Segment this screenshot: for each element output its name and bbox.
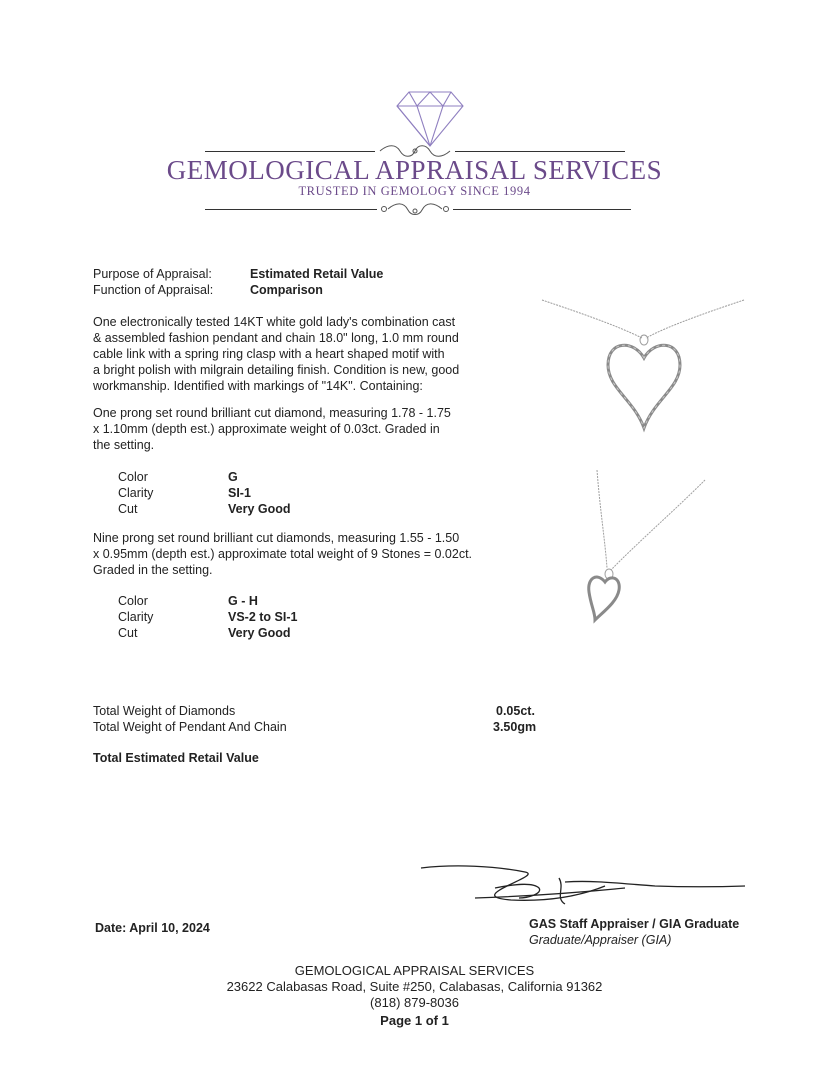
stone1-clarity-label: Clarity	[118, 486, 154, 500]
stone1-cut-label: Cut	[118, 502, 138, 516]
diamond-logo-icon	[395, 88, 465, 150]
description-line: workmanship. Identified with markings of "14K". Containing:	[93, 379, 423, 393]
total-retail-label: Total Estimated Retail Value	[93, 751, 259, 765]
company-tagline: TRUSTED IN GEMOLOGY SINCE 1994	[298, 184, 531, 198]
footer-phone: (818) 879-8036	[370, 995, 459, 1010]
stone1-line: One prong set round brilliant cut diamond, measuring 1.78 - 1.75	[93, 406, 451, 420]
appraisal-date: Date: April 10, 2024	[95, 921, 210, 935]
stone1-line: x 1.10mm (depth est.) approximate weight of 0.03ct. Graded in	[93, 422, 440, 436]
appraiser-subtitle: Graduate/Appraiser (GIA)	[529, 933, 672, 947]
stone2-description	[93, 530, 513, 578]
header-top-rule	[455, 151, 625, 152]
purpose-value: Estimated Retail Value	[250, 267, 384, 281]
handwritten-signature	[415, 858, 750, 908]
appraiser-title: GAS Staff Appraiser / GIA Graduate	[529, 917, 740, 931]
page-number: Page 1 of 1	[380, 1013, 449, 1028]
stone1-description	[93, 405, 498, 453]
stone2-color-label: Color	[118, 594, 148, 608]
stone2-clarity-value: VS-2 to SI-1	[228, 610, 298, 624]
total-diamonds-label: Total Weight of Diamonds	[93, 704, 236, 718]
description-line: & assembled fashion pendant and chain 18.0" long, 1.0 mm round	[93, 331, 459, 345]
stone1-clarity-value: SI-1	[228, 486, 251, 500]
stone2-clarity-label: Clarity	[118, 610, 154, 624]
stone1-line: the setting.	[93, 438, 155, 452]
purpose-label: Purpose of Appraisal:	[93, 267, 212, 281]
description-line: cable link with a spring ring clasp with a heart shaped motif with	[93, 347, 445, 361]
header-top-rule	[205, 151, 375, 152]
description-line: a bright polish with milgrain detailing finish. Condition is new, good	[93, 363, 460, 377]
pendant-front-photo	[538, 290, 748, 440]
footer-company: GEMOLOGICAL APPRAISAL SERVICES	[294, 963, 535, 978]
stone2-line: Graded in the setting.	[93, 563, 213, 577]
function-value: Comparison	[250, 283, 323, 297]
stone2-color-value: G - H	[228, 594, 258, 608]
stone1-color-value: G	[228, 470, 238, 484]
header-bottom-rule	[205, 209, 377, 210]
company-name: GEMOLOGICAL APPRAISAL SERVICES	[166, 155, 663, 185]
stone1-color-label: Color	[118, 470, 148, 484]
stone1-cut-value: Very Good	[228, 502, 291, 516]
total-diamonds-value: 0.05ct.	[496, 704, 535, 718]
description-line: One electronically tested 14KT white gold lady's combination cast	[93, 315, 456, 329]
stone2-line: x 0.95mm (depth est.) approximate total weight of 9 Stones = 0.02ct.	[93, 547, 473, 561]
stone2-cut-label: Cut	[118, 626, 138, 640]
total-pendant-label: Total Weight of Pendant And Chain	[93, 720, 287, 734]
function-label: Function of Appraisal:	[93, 283, 214, 297]
flourish-ornament-icon	[378, 201, 452, 219]
header-bottom-rule	[453, 209, 631, 210]
total-pendant-value: 3.50gm	[493, 720, 537, 734]
item-description	[93, 314, 498, 394]
pendant-side-photo	[565, 460, 715, 630]
stone2-cut-value: Very Good	[228, 626, 291, 640]
stone2-line: Nine prong set round brilliant cut diamonds, measuring 1.55 - 1.50	[93, 531, 460, 545]
footer-address: 23622 Calabasas Road, Suite #250, Calabasas, California 91362	[226, 979, 603, 994]
